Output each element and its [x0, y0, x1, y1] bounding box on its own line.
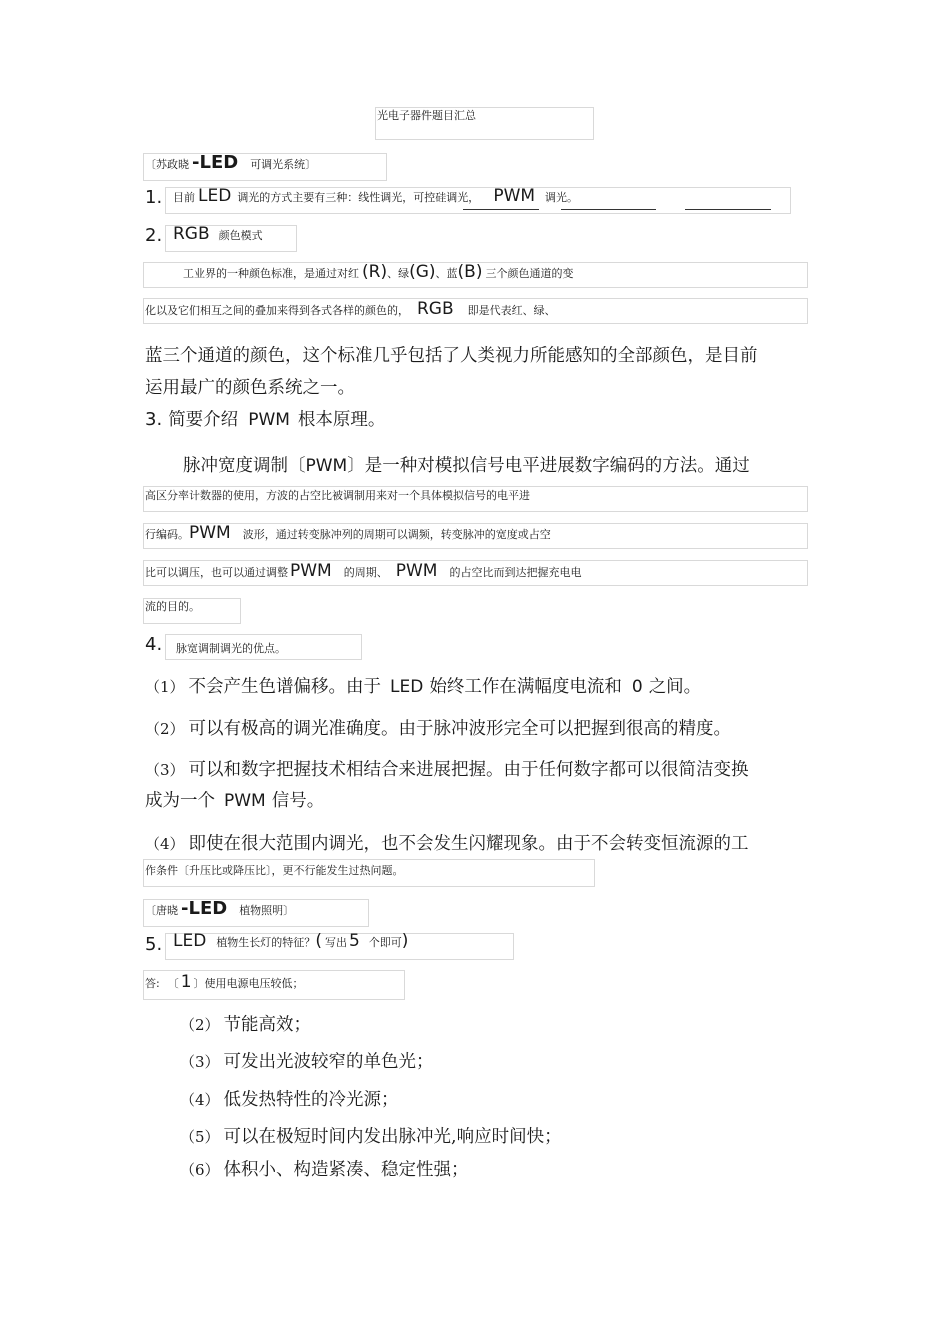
a4-1-zero: 0	[631, 677, 643, 697]
q2-rgb: RGB	[173, 224, 210, 244]
p2-1-b: (B)	[457, 262, 483, 282]
a4-item-4b: 作条件〔升压比或降压比〕，更不行能发生过热问题。	[145, 864, 404, 877]
a4-1-a: 不会产生色谱偏移。由于	[188, 677, 382, 697]
p2-2-a: 化以及它们相互之间的叠加来得到各式各样的颜色的，	[145, 304, 409, 317]
a4-3-a: 可以和数字把握技术相结合来进展把握。由于任何数字都可以很简洁变换	[188, 760, 749, 780]
list5-item-5	[180, 1123, 562, 1148]
q3-text-a: 简要介绍	[168, 410, 239, 430]
p2-1-c: 、绿	[387, 267, 410, 280]
q1-pwm: PWM	[493, 186, 536, 206]
list5-item-3	[180, 1048, 434, 1073]
p2-1-e: 、蓝	[435, 267, 458, 280]
q3-pwm: PWM	[248, 410, 290, 430]
list5-text: 可发出光波较窄的单色光；	[223, 1052, 434, 1072]
a4-3b-pwm: PWM	[224, 791, 266, 811]
q3-text-c: 根本原理。	[297, 410, 386, 430]
section2-topic: 植物照明〕	[239, 904, 295, 917]
a4-3b-a: 成为一个	[145, 791, 215, 811]
p2-line-4: 运用最广的颜色系统之一。	[145, 378, 355, 398]
ans5-label: 答:	[145, 977, 160, 990]
p3-3-c: 波形，通过转变脉冲列的周期可以调频，转变脉冲的宽度或占空	[242, 528, 551, 541]
p3-1-a: 脉冲宽度调制〔	[183, 456, 306, 476]
a4-item-2	[145, 715, 731, 740]
ans5-text: 〕使用电源电压较低；	[193, 977, 304, 990]
p3-line-5: 流的目的。	[145, 600, 200, 613]
a4-item-4	[145, 830, 749, 855]
p3-4-pwm1: PWM	[290, 561, 332, 581]
q1-text-a: 目前	[173, 191, 195, 204]
q1-number: 1.	[145, 187, 163, 208]
section2-brand: -LED	[181, 898, 228, 919]
p2-line-2	[145, 299, 556, 319]
q5-led: LED	[173, 931, 207, 951]
p3-4-pwm2: PWM	[395, 561, 438, 581]
p3-1-c: 〕是一种对模拟信号电平进展数字编码的方法。通过	[347, 456, 750, 476]
p3-3-a: 行编码。	[145, 528, 189, 541]
list5-text: 可以在极短时间内发出脉冲光,响应时间快；	[223, 1127, 562, 1147]
list5-num: （3）	[180, 1053, 220, 1071]
a4-item-3	[145, 756, 749, 781]
ans5-line	[145, 972, 304, 992]
q5-line	[173, 931, 408, 951]
q5-f: 个即可	[368, 936, 402, 949]
a4-2-a: 可以有极高的调光准确度。由于脉冲波形完全可以把握到很高的精度。	[188, 719, 732, 739]
a4-3-num: （3）	[145, 761, 185, 779]
p3-1-pwm: PWM	[305, 456, 348, 476]
list5-text: 体积小、构造紧凑、稳定性强；	[223, 1160, 469, 1180]
a4-1-e: 之间。	[648, 677, 702, 697]
a4-item-3b	[145, 787, 324, 812]
blank-line-1	[463, 209, 539, 210]
q2-text: 颜色模式	[218, 229, 263, 242]
section-header-1	[145, 152, 316, 173]
blank-line-3	[685, 209, 771, 210]
section-brand: -LED	[192, 152, 239, 173]
q5-paren-close: )	[401, 931, 409, 951]
blank-line-2	[561, 209, 656, 210]
q2-number: 2.	[145, 225, 163, 246]
p3-line-2: 高区分率计数器的使用，方波的占空比被调制用来对一个具体模拟信号的电平进	[145, 489, 530, 502]
list5-num: （5）	[180, 1128, 220, 1146]
a4-4-a: 即使在很大范围内调光，也不会发生闪耀现象。由于不会转变恒流源的工	[188, 834, 749, 854]
p3-3-pwm: PWM	[189, 523, 231, 543]
p3-line-3	[145, 523, 551, 543]
q1-text-e: 调光。	[545, 191, 579, 204]
list5-num: （4）	[180, 1091, 220, 1109]
p3-line-4	[145, 561, 581, 581]
q5-paren-open: (	[315, 931, 322, 951]
a4-1-led: LED	[390, 677, 424, 697]
p2-1-g: (G)	[409, 262, 436, 282]
a4-3b-c: 信号。	[271, 791, 325, 811]
p2-1-g2: 三个颜色通道的变	[485, 267, 574, 280]
p2-line-3: 蓝三个通道的颜色，这个标准几乎包括了人类视力所能感知的全部颜色，是目前	[145, 346, 758, 366]
section-topic: 可调光系统〕	[250, 158, 317, 171]
q3-line	[145, 406, 385, 431]
list5-item-2	[180, 1011, 311, 1036]
list5-item-6	[180, 1156, 469, 1181]
q1-led: LED	[198, 186, 232, 206]
q5-five: 5	[348, 931, 360, 951]
q2-line	[173, 224, 263, 244]
list5-item-4	[180, 1086, 399, 1111]
p3-4-e: 的占空比而到达把握充电电	[449, 566, 582, 579]
q5-b: 植物生长灯的特征？	[216, 936, 316, 949]
list5-num: （6）	[180, 1161, 220, 1179]
p2-1-a: 工业界的一种颜色标准，是通过对红	[183, 267, 359, 280]
a4-4-num: （4）	[145, 835, 185, 853]
a4-1-num: （1）	[145, 678, 185, 696]
section-author: 〔苏政晓	[145, 158, 189, 171]
a4-1-c: 始终工作在满幅度电流和	[429, 677, 622, 697]
q1-line	[173, 186, 578, 206]
q3-number: 3.	[145, 409, 163, 430]
p3-4-a: 比可以调压，也可以通过调整	[145, 566, 288, 579]
q1-text-c: 调光的方式主要有三种：线性调光，可控硅调光，	[237, 191, 480, 204]
p2-1-r: (R)	[362, 262, 388, 282]
p2-line-1	[183, 262, 573, 282]
ans5-bracket: 〔	[167, 977, 179, 990]
p2-2-c: 即是代表红、绿、	[467, 304, 556, 317]
q4-text: 脉宽调制调光的优点。	[176, 642, 286, 655]
q5-number: 5.	[145, 934, 163, 955]
section-header-2	[145, 898, 294, 919]
a4-item-1	[145, 673, 701, 698]
ans5-one: 1	[180, 972, 192, 992]
list5-text: 节能高效；	[223, 1015, 312, 1035]
list5-text: 低发热特性的冷光源；	[223, 1090, 399, 1110]
p3-4-c: 的周期、	[343, 566, 388, 579]
q5-d: 写出	[324, 936, 347, 949]
p3-line-1	[183, 452, 750, 477]
p2-2-rgb: RGB	[417, 299, 454, 319]
list5-num: （2）	[180, 1016, 220, 1034]
page-title: 光电子器件题目汇总	[377, 109, 476, 122]
q4-number: 4.	[145, 634, 163, 655]
a4-2-num: （2）	[145, 720, 185, 738]
section2-author: 〔唐晓	[145, 904, 178, 917]
